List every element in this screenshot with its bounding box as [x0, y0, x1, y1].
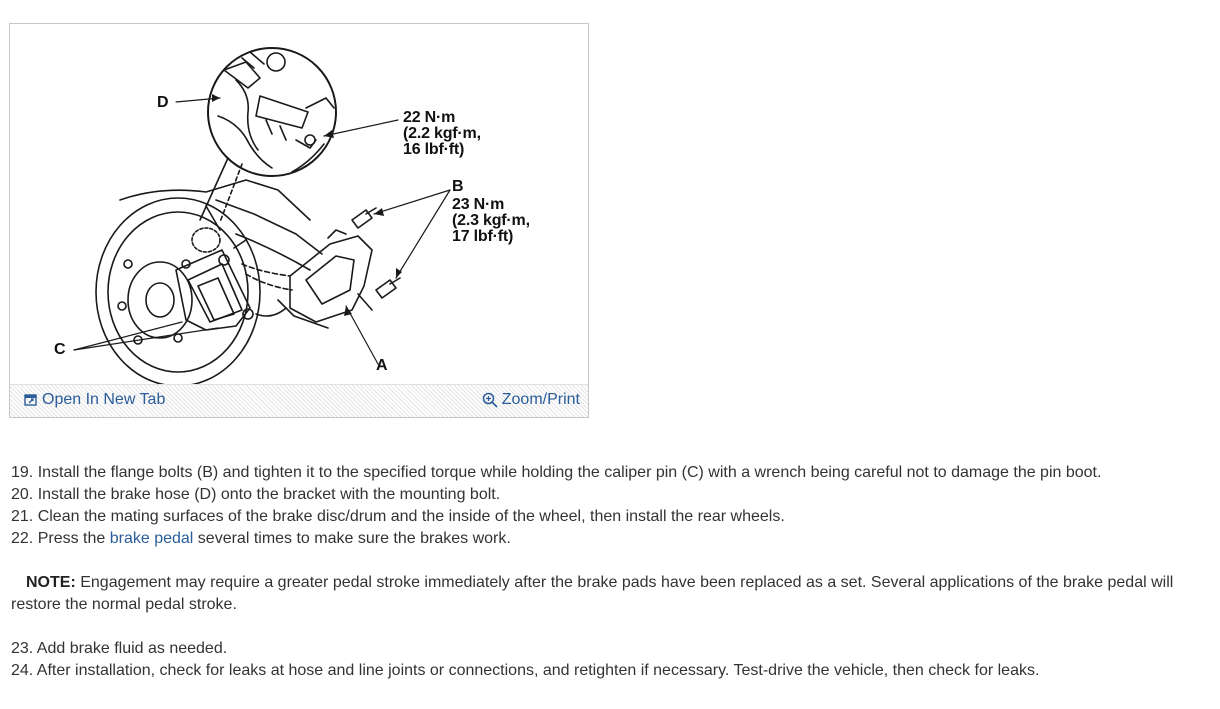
figure-footer	[10, 384, 588, 417]
brake-pedal-link[interactable]: brake pedal	[109, 530, 194, 547]
zoom-print-label: Zoom/Print	[501, 391, 580, 408]
torque-hose-nm: 22 N·m	[403, 109, 456, 126]
figure-container	[9, 23, 589, 418]
step-22-text-end: several times to make sure the brakes work.	[193, 530, 511, 547]
label-d: D	[157, 94, 169, 111]
step-21: 21. Clean the mating surfaces of the brake disc/drum and the inside of the wheel, then install the rear wheels.	[11, 508, 785, 525]
step-19: 19. Install the flange bolts (B) and tighten it to the specified torque while holding the caliper pin (C) with a wrench being careful not to damage the pin boot.	[11, 464, 1102, 481]
spacer	[11, 616, 1216, 638]
torque-flange-kgf: (2.3 kgf·m,	[452, 212, 530, 229]
torque-flange-lbf: 17 lbf·ft)	[452, 228, 514, 245]
procedure-steps	[11, 462, 1216, 682]
new-tab-icon	[24, 393, 38, 407]
torque-flange-bolt	[452, 197, 530, 245]
note-paragraph	[11, 572, 1216, 616]
label-c: C	[54, 341, 66, 358]
label-b: B	[452, 178, 464, 195]
open-in-new-tab-link[interactable]	[24, 391, 165, 409]
step-22-text-start: 22. Press the	[11, 530, 110, 547]
torque-hose-kgf: (2.2 kgf·m,	[403, 125, 481, 142]
step-23: 23. Add brake fluid as needed.	[11, 640, 228, 657]
step-24: 24. After installation, check for leaks at hose and line joints or connections, and retighten if necessary. Test-drive the vehicle, then check for leaks.	[11, 662, 1040, 679]
torque-hose-bolt	[403, 110, 481, 158]
step-22	[11, 528, 1216, 550]
magnifier-icon	[482, 392, 498, 408]
spacer	[11, 550, 1216, 572]
open-in-new-tab-label: Open In New Tab	[42, 391, 166, 408]
torque-hose-lbf: 16 lbf·ft)	[403, 141, 465, 158]
note-text: Engagement may require a greater pedal stroke immediately after the brake pads have been replaced as a set. Several applications of the brake pedal will restore the normal pedal stroke.	[11, 574, 1174, 613]
step-20: 20. Install the brake hose (D) onto the bracket with the mounting bolt.	[11, 486, 501, 503]
note-label: NOTE:	[26, 574, 76, 591]
torque-flange-nm: 23 N·m	[452, 196, 505, 213]
zoom-print-link[interactable]	[482, 391, 580, 409]
label-a: A	[376, 357, 388, 374]
